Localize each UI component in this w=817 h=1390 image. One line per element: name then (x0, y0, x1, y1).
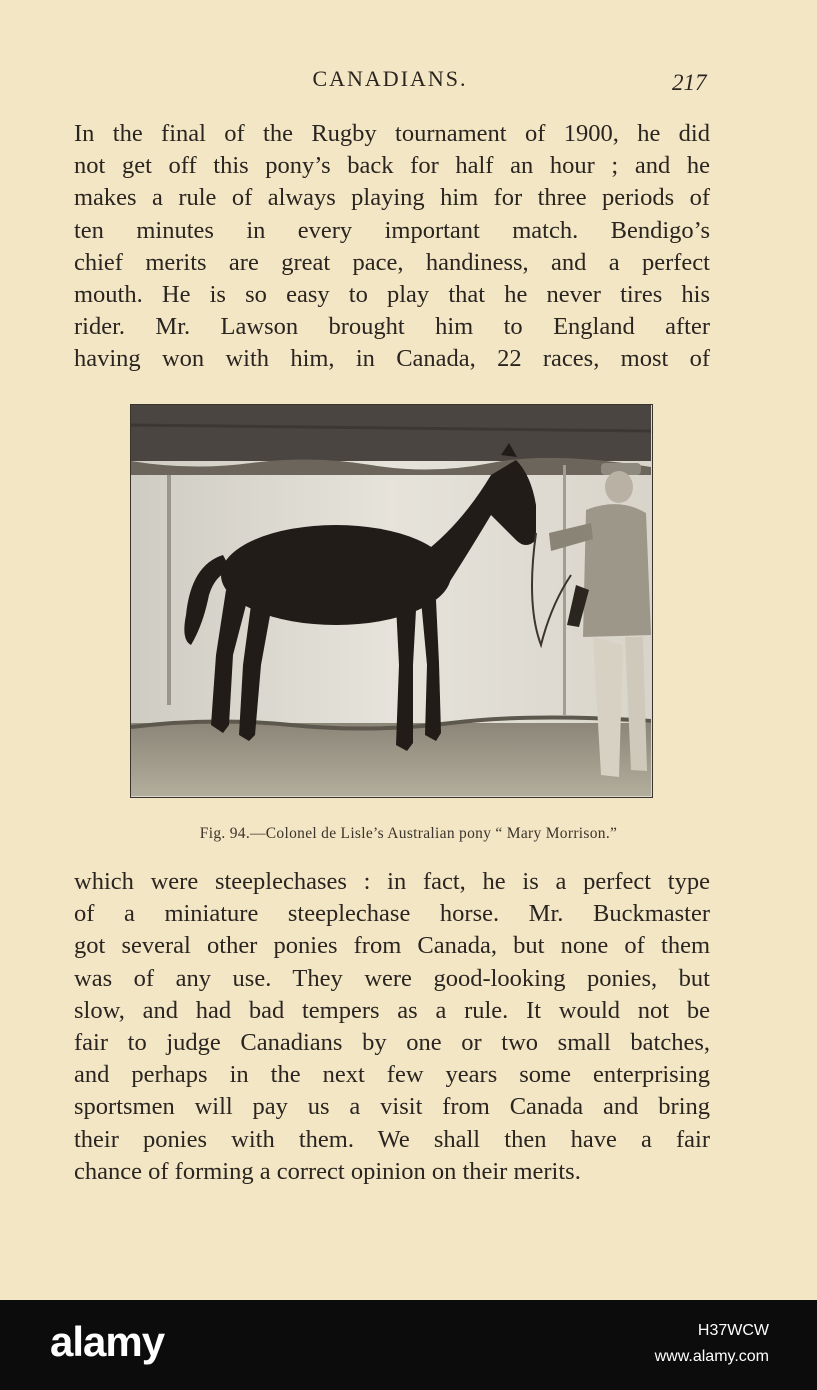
text-line: sportsmen will pay us a visit from Canada and bring (74, 1093, 710, 1121)
text-line: not get off this pony’s back for half an hour ; and he (74, 152, 710, 180)
image-id: H37WCW (697, 1322, 769, 1339)
paragraph-2 (74, 866, 710, 1188)
text-line: got several other ponies from Canada, but none of them (74, 932, 710, 960)
horse-photograph (130, 404, 653, 798)
page-header (0, 66, 817, 100)
text-line: makes a rule of always playing him for three periods of (74, 184, 710, 212)
text-line: rider. Mr. Lawson brought him to England after (74, 313, 710, 341)
text-line: chance of forming a correct opinion on their merits. (74, 1157, 581, 1185)
text-line: was of any use. They were good-looking ponies, but (74, 964, 710, 992)
brand-logo: alamy (50, 1318, 165, 1365)
running-head: CANADIANS. (312, 66, 468, 91)
paragraph-1 (74, 118, 710, 376)
text-line: ten minutes in every important match. Bendigo’s (74, 216, 710, 244)
figure-caption: Fig. 94.—Colonel de Lisle’s Australian pony “ Mary Morrison.” (199, 825, 618, 842)
site-url: www.alamy.com (654, 1348, 769, 1365)
page-number: 217 (672, 70, 707, 95)
text-line: which were steeplechases : in fact, he is a perfect type (74, 868, 710, 895)
text-line: having won with him, in Canada, 22 races, most of (74, 345, 710, 373)
photo-illustration (131, 405, 651, 796)
text-line: mouth. He is so easy to play that he never tires his (74, 281, 710, 309)
text-line: of a miniature steeplechase horse. Mr. Buckmaster (74, 900, 710, 928)
text-line: In the final of the Rugby tournament of 1900, he did (74, 120, 710, 147)
text-line: slow, and had bad tempers as a rule. It would not be (74, 996, 710, 1024)
text-line: and perhaps in the next few years some enterprising (74, 1061, 710, 1089)
text-line: their ponies with them. We shall then have a fair (74, 1125, 710, 1153)
text-line: chief merits are great pace, handiness, and a perfect (74, 248, 710, 276)
stock-photo-footer (0, 1300, 817, 1390)
text-line: fair to judge Canadians by one or two small batches, (74, 1029, 710, 1057)
